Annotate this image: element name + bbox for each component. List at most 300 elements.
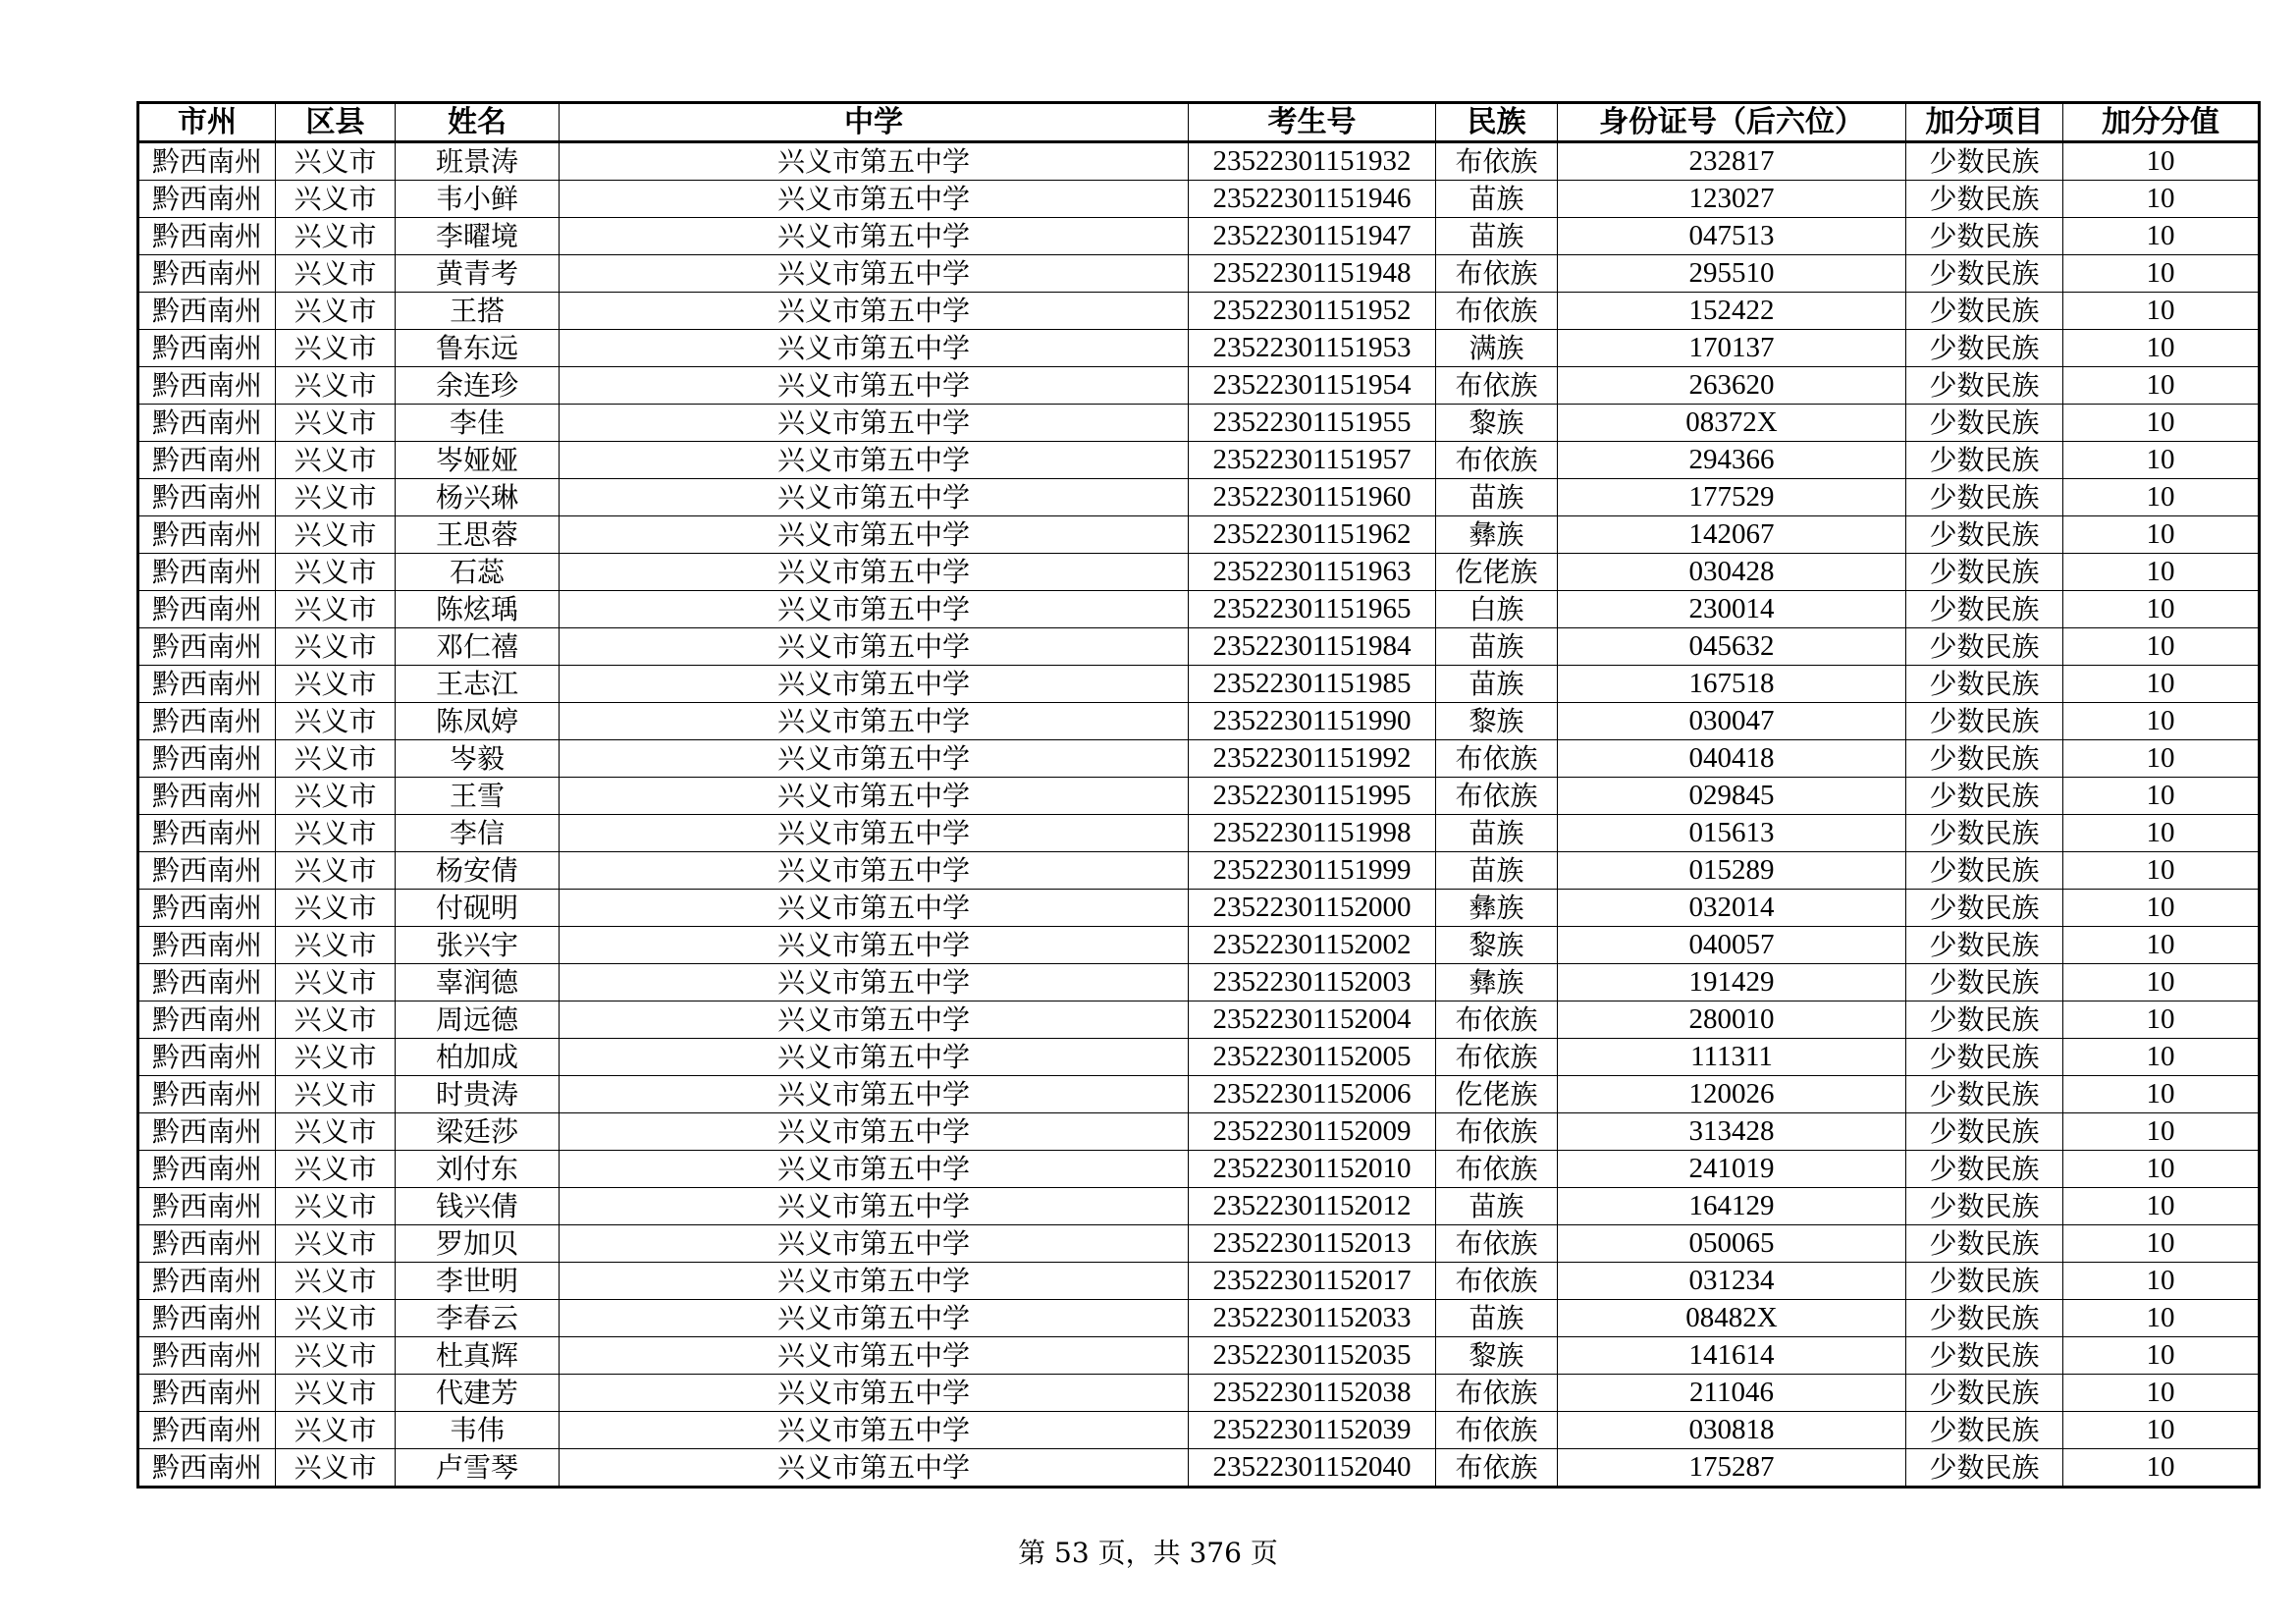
cell-bonus-item: 少数民族 [1906,1375,2063,1412]
cell-school: 兴义市第五中学 [560,293,1189,330]
cell-name: 李信 [396,815,560,852]
cell-ethnicity: 布依族 [1436,442,1558,479]
cell-county: 兴义市 [276,330,396,367]
cell-ethnicity: 黎族 [1436,703,1558,740]
cell-county: 兴义市 [276,1151,396,1188]
cell-city: 黔西南州 [138,591,276,628]
cell-ethnicity: 布依族 [1436,1039,1558,1076]
cell-county: 兴义市 [276,666,396,703]
cell-county: 兴义市 [276,778,396,815]
cell-name: 罗加贝 [396,1225,560,1263]
cell-bonus-points: 10 [2063,852,2260,890]
table-row [138,927,2260,964]
cell-bonus-item: 少数民族 [1906,1001,2063,1039]
cell-county: 兴义市 [276,1263,396,1300]
cell-bonus-points: 10 [2063,628,2260,666]
cell-bonus-points: 10 [2063,703,2260,740]
cell-county: 兴义市 [276,852,396,890]
cell-ethnicity: 布依族 [1436,1113,1558,1151]
cell-bonus-item: 少数民族 [1906,591,2063,628]
cell-school: 兴义市第五中学 [560,1225,1189,1263]
cell-county: 兴义市 [276,479,396,516]
cell-exam-number: 23522301151984 [1189,628,1436,666]
cell-exam-number: 23522301152004 [1189,1001,1436,1039]
cell-bonus-points: 10 [2063,1151,2260,1188]
cell-county: 兴义市 [276,591,396,628]
cell-county: 兴义市 [276,554,396,591]
cell-exam-number: 23522301152006 [1189,1076,1436,1113]
cell-city: 黔西南州 [138,1001,276,1039]
cell-exam-number: 23522301151955 [1189,405,1436,442]
table-row [138,666,2260,703]
cell-exam-number: 23522301151957 [1189,442,1436,479]
cell-id-last-six: 040418 [1558,740,1906,778]
cell-ethnicity: 满族 [1436,330,1558,367]
cell-bonus-points: 10 [2063,405,2260,442]
cell-bonus-points: 10 [2063,778,2260,815]
cell-exam-number: 23522301151932 [1189,142,1436,181]
cell-exam-number: 23522301152033 [1189,1300,1436,1337]
cell-bonus-points: 10 [2063,1001,2260,1039]
cell-ethnicity: 布依族 [1436,778,1558,815]
cell-id-last-six: 230014 [1558,591,1906,628]
cell-city: 黔西南州 [138,367,276,405]
cell-ethnicity: 布依族 [1436,1151,1558,1188]
cell-city: 黔西南州 [138,1039,276,1076]
table-header-row [138,103,2260,142]
cell-city: 黔西南州 [138,181,276,218]
page-number: 第 53 页，共 376 页 [1018,1537,1278,1569]
cell-name: 陈凤婷 [396,703,560,740]
cell-exam-number: 23522301151992 [1189,740,1436,778]
cell-county: 兴义市 [276,1113,396,1151]
table-row [138,703,2260,740]
cell-name: 李佳 [396,405,560,442]
cell-bonus-item: 少数民族 [1906,1337,2063,1375]
cell-county: 兴义市 [276,516,396,554]
cell-bonus-points: 10 [2063,1263,2260,1300]
cell-bonus-item: 少数民族 [1906,1449,2063,1488]
cell-bonus-item: 少数民族 [1906,516,2063,554]
table-row [138,1412,2260,1449]
cell-name: 岑娅娅 [396,442,560,479]
cell-bonus-points: 10 [2063,1039,2260,1076]
cell-exam-number: 23522301152009 [1189,1113,1436,1151]
cell-school: 兴义市第五中学 [560,255,1189,293]
cell-bonus-points: 10 [2063,554,2260,591]
cell-county: 兴义市 [276,890,396,927]
table-row [138,815,2260,852]
cell-school: 兴义市第五中学 [560,1151,1189,1188]
cell-exam-number: 23522301151985 [1189,666,1436,703]
cell-id-last-six: 030818 [1558,1412,1906,1449]
cell-name: 王雪 [396,778,560,815]
cell-bonus-item: 少数民族 [1906,554,2063,591]
cell-ethnicity: 彝族 [1436,964,1558,1001]
cell-school: 兴义市第五中学 [560,778,1189,815]
cell-id-last-six: 142067 [1558,516,1906,554]
cell-county: 兴义市 [276,367,396,405]
cell-bonus-item: 少数民族 [1906,405,2063,442]
cell-exam-number: 23522301151990 [1189,703,1436,740]
cell-ethnicity: 白族 [1436,591,1558,628]
cell-bonus-points: 10 [2063,1076,2260,1113]
cell-bonus-item: 少数民族 [1906,479,2063,516]
cell-school: 兴义市第五中学 [560,1337,1189,1375]
cell-county: 兴义市 [276,1076,396,1113]
cell-school: 兴义市第五中学 [560,479,1189,516]
header-name: 姓名 [396,103,560,142]
table-row [138,1151,2260,1188]
cell-city: 黔西南州 [138,778,276,815]
cell-name: 杜真辉 [396,1337,560,1375]
cell-id-last-six: 152422 [1558,293,1906,330]
cell-school: 兴义市第五中学 [560,442,1189,479]
cell-id-last-six: 313428 [1558,1113,1906,1151]
cell-school: 兴义市第五中学 [560,815,1189,852]
cell-id-last-six: 031234 [1558,1263,1906,1300]
cell-county: 兴义市 [276,1300,396,1337]
table-row [138,1300,2260,1337]
cell-bonus-item: 少数民族 [1906,1225,2063,1263]
cell-id-last-six: 047513 [1558,218,1906,255]
cell-ethnicity: 黎族 [1436,1337,1558,1375]
cell-city: 黔西南州 [138,1263,276,1300]
cell-bonus-points: 10 [2063,591,2260,628]
cell-name: 鲁东远 [396,330,560,367]
table-row [138,405,2260,442]
cell-bonus-item: 少数民族 [1906,442,2063,479]
cell-exam-number: 23522301152002 [1189,927,1436,964]
table-row [138,890,2260,927]
cell-city: 黔西南州 [138,1113,276,1151]
cell-school: 兴义市第五中学 [560,554,1189,591]
cell-city: 黔西南州 [138,1337,276,1375]
table-row [138,628,2260,666]
header-bonus-item: 加分项目 [1906,103,2063,142]
cell-name: 杨安倩 [396,852,560,890]
cell-county: 兴义市 [276,293,396,330]
cell-exam-number: 23522301151998 [1189,815,1436,852]
cell-school: 兴义市第五中学 [560,964,1189,1001]
cell-exam-number: 23522301151953 [1189,330,1436,367]
cell-exam-number: 23522301152039 [1189,1412,1436,1449]
cell-bonus-item: 少数民族 [1906,890,2063,927]
cell-name: 石蕊 [396,554,560,591]
cell-school: 兴义市第五中学 [560,1039,1189,1076]
cell-id-last-six: 015289 [1558,852,1906,890]
cell-name: 钱兴倩 [396,1188,560,1225]
header-school: 中学 [560,103,1189,142]
cell-school: 兴义市第五中学 [560,1412,1189,1449]
cell-ethnicity: 布依族 [1436,142,1558,181]
cell-bonus-points: 10 [2063,666,2260,703]
cell-bonus-item: 少数民族 [1906,1412,2063,1449]
cell-bonus-points: 10 [2063,218,2260,255]
cell-id-last-six: 164129 [1558,1188,1906,1225]
cell-id-last-six: 08482X [1558,1300,1906,1337]
header-id-last-six: 身份证号（后六位） [1558,103,1906,142]
cell-county: 兴义市 [276,815,396,852]
cell-name: 杨兴琳 [396,479,560,516]
cell-bonus-item: 少数民族 [1906,142,2063,181]
cell-county: 兴义市 [276,1412,396,1449]
cell-bonus-points: 10 [2063,1449,2260,1488]
cell-exam-number: 23522301151947 [1189,218,1436,255]
cell-bonus-item: 少数民族 [1906,703,2063,740]
cell-city: 黔西南州 [138,1188,276,1225]
cell-id-last-six: 030047 [1558,703,1906,740]
cell-name: 余连珍 [396,367,560,405]
cell-name: 李世明 [396,1263,560,1300]
cell-id-last-six: 175287 [1558,1449,1906,1488]
cell-bonus-points: 10 [2063,1113,2260,1151]
cell-id-last-six: 050065 [1558,1225,1906,1263]
cell-school: 兴义市第五中学 [560,181,1189,218]
cell-city: 黔西南州 [138,666,276,703]
cell-ethnicity: 苗族 [1436,628,1558,666]
cell-school: 兴义市第五中学 [560,1375,1189,1412]
cell-name: 李曜境 [396,218,560,255]
cell-city: 黔西南州 [138,964,276,1001]
cell-bonus-points: 10 [2063,1337,2260,1375]
cell-exam-number: 23522301151948 [1189,255,1436,293]
cell-exam-number: 23522301151962 [1189,516,1436,554]
cell-county: 兴义市 [276,1225,396,1263]
cell-county: 兴义市 [276,964,396,1001]
cell-name: 卢雪琴 [396,1449,560,1488]
cell-bonus-points: 10 [2063,890,2260,927]
cell-ethnicity: 布依族 [1436,1263,1558,1300]
cell-city: 黔西南州 [138,1449,276,1488]
cell-name: 班景涛 [396,142,560,181]
cell-bonus-points: 10 [2063,479,2260,516]
cell-id-last-six: 295510 [1558,255,1906,293]
cell-name: 岑毅 [396,740,560,778]
cell-school: 兴义市第五中学 [560,1113,1189,1151]
table-row [138,778,2260,815]
cell-id-last-six: 141614 [1558,1337,1906,1375]
data-table [136,101,2261,1489]
cell-bonus-points: 10 [2063,255,2260,293]
table-row [138,740,2260,778]
cell-ethnicity: 黎族 [1436,405,1558,442]
table-row [138,1337,2260,1375]
cell-bonus-points: 10 [2063,1412,2260,1449]
cell-school: 兴义市第五中学 [560,1001,1189,1039]
table-row [138,218,2260,255]
cell-name: 付砚明 [396,890,560,927]
cell-bonus-item: 少数民族 [1906,218,2063,255]
cell-bonus-item: 少数民族 [1906,815,2063,852]
table-row [138,1001,2260,1039]
table-row [138,1225,2260,1263]
cell-school: 兴义市第五中学 [560,330,1189,367]
cell-school: 兴义市第五中学 [560,1263,1189,1300]
table-row [138,479,2260,516]
cell-bonus-points: 10 [2063,964,2260,1001]
cell-ethnicity: 苗族 [1436,852,1558,890]
cell-school: 兴义市第五中学 [560,405,1189,442]
table-row [138,330,2260,367]
cell-county: 兴义市 [276,628,396,666]
cell-city: 黔西南州 [138,442,276,479]
header-city: 市州 [138,103,276,142]
cell-bonus-item: 少数民族 [1906,964,2063,1001]
cell-ethnicity: 彝族 [1436,516,1558,554]
table-row [138,367,2260,405]
cell-exam-number: 23522301152040 [1189,1449,1436,1488]
cell-exam-number: 23522301151946 [1189,181,1436,218]
cell-school: 兴义市第五中学 [560,367,1189,405]
cell-city: 黔西南州 [138,1151,276,1188]
cell-city: 黔西南州 [138,516,276,554]
cell-county: 兴义市 [276,1337,396,1375]
cell-school: 兴义市第五中学 [560,516,1189,554]
cell-ethnicity: 布依族 [1436,1225,1558,1263]
header-exam-number: 考生号 [1189,103,1436,142]
cell-name: 梁廷莎 [396,1113,560,1151]
table-row [138,255,2260,293]
cell-city: 黔西南州 [138,1076,276,1113]
cell-bonus-points: 10 [2063,740,2260,778]
cell-city: 黔西南州 [138,1375,276,1412]
cell-bonus-points: 10 [2063,1375,2260,1412]
cell-school: 兴义市第五中学 [560,142,1189,181]
cell-ethnicity: 布依族 [1436,740,1558,778]
cell-bonus-item: 少数民族 [1906,1188,2063,1225]
table-row [138,181,2260,218]
cell-bonus-item: 少数民族 [1906,293,2063,330]
cell-name: 柏加成 [396,1039,560,1076]
cell-ethnicity: 布依族 [1436,293,1558,330]
cell-bonus-item: 少数民族 [1906,330,2063,367]
cell-exam-number: 23522301152038 [1189,1375,1436,1412]
cell-id-last-six: 123027 [1558,181,1906,218]
cell-ethnicity: 苗族 [1436,815,1558,852]
cell-bonus-points: 10 [2063,516,2260,554]
cell-bonus-item: 少数民族 [1906,1263,2063,1300]
table-row [138,1039,2260,1076]
cell-ethnicity: 苗族 [1436,218,1558,255]
cell-bonus-points: 10 [2063,293,2260,330]
cell-id-last-six: 040057 [1558,927,1906,964]
cell-ethnicity: 黎族 [1436,927,1558,964]
cell-county: 兴义市 [276,1188,396,1225]
cell-county: 兴义市 [276,1001,396,1039]
cell-bonus-points: 10 [2063,142,2260,181]
cell-county: 兴义市 [276,442,396,479]
cell-county: 兴义市 [276,703,396,740]
cell-name: 黄青考 [396,255,560,293]
cell-city: 黔西南州 [138,142,276,181]
cell-bonus-points: 10 [2063,927,2260,964]
table-row [138,591,2260,628]
cell-exam-number: 23522301152010 [1189,1151,1436,1188]
cell-name: 王思蓉 [396,516,560,554]
table-row [138,1375,2260,1412]
cell-ethnicity: 布依族 [1436,1001,1558,1039]
cell-city: 黔西南州 [138,405,276,442]
cell-exam-number: 23522301151965 [1189,591,1436,628]
cell-id-last-six: 045632 [1558,628,1906,666]
cell-name: 邓仁禧 [396,628,560,666]
cell-name: 韦伟 [396,1412,560,1449]
cell-city: 黔西南州 [138,554,276,591]
cell-school: 兴义市第五中学 [560,852,1189,890]
table-row [138,442,2260,479]
cell-bonus-points: 10 [2063,442,2260,479]
cell-bonus-item: 少数民族 [1906,1076,2063,1113]
cell-id-last-six: 120026 [1558,1076,1906,1113]
cell-exam-number: 23522301152017 [1189,1263,1436,1300]
cell-bonus-item: 少数民族 [1906,1300,2063,1337]
cell-bonus-item: 少数民族 [1906,181,2063,218]
cell-name: 韦小鲜 [396,181,560,218]
cell-id-last-six: 111311 [1558,1039,1906,1076]
cell-city: 黔西南州 [138,890,276,927]
cell-exam-number: 23522301151999 [1189,852,1436,890]
cell-exam-number: 23522301151952 [1189,293,1436,330]
cell-exam-number: 23522301152003 [1189,964,1436,1001]
cell-id-last-six: 177529 [1558,479,1906,516]
cell-id-last-six: 232817 [1558,142,1906,181]
cell-bonus-points: 10 [2063,815,2260,852]
table-row [138,1076,2260,1113]
cell-bonus-item: 少数民族 [1906,1151,2063,1188]
table-row [138,1113,2260,1151]
cell-id-last-six: 280010 [1558,1001,1906,1039]
cell-name: 陈炫瑀 [396,591,560,628]
cell-school: 兴义市第五中学 [560,740,1189,778]
cell-bonus-item: 少数民族 [1906,666,2063,703]
cell-city: 黔西南州 [138,255,276,293]
cell-ethnicity: 布依族 [1436,1375,1558,1412]
cell-ethnicity: 苗族 [1436,181,1558,218]
cell-city: 黔西南州 [138,293,276,330]
cell-name: 李春云 [396,1300,560,1337]
cell-id-last-six: 08372X [1558,405,1906,442]
cell-bonus-item: 少数民族 [1906,927,2063,964]
cell-ethnicity: 苗族 [1436,666,1558,703]
cell-bonus-points: 10 [2063,181,2260,218]
cell-school: 兴义市第五中学 [560,591,1189,628]
cell-name: 辜润德 [396,964,560,1001]
cell-bonus-points: 10 [2063,1225,2260,1263]
cell-name: 代建芳 [396,1375,560,1412]
cell-bonus-points: 10 [2063,1188,2260,1225]
cell-school: 兴义市第五中学 [560,1449,1189,1488]
cell-bonus-item: 少数民族 [1906,852,2063,890]
cell-city: 黔西南州 [138,1412,276,1449]
cell-ethnicity: 布依族 [1436,367,1558,405]
cell-city: 黔西南州 [138,740,276,778]
cell-exam-number: 23522301151963 [1189,554,1436,591]
cell-id-last-six: 029845 [1558,778,1906,815]
cell-id-last-six: 211046 [1558,1375,1906,1412]
cell-exam-number: 23522301151995 [1189,778,1436,815]
cell-school: 兴义市第五中学 [560,703,1189,740]
cell-bonus-points: 10 [2063,1300,2260,1337]
cell-school: 兴义市第五中学 [560,890,1189,927]
cell-id-last-six: 263620 [1558,367,1906,405]
cell-ethnicity: 苗族 [1436,1300,1558,1337]
cell-exam-number: 23522301152005 [1189,1039,1436,1076]
cell-bonus-item: 少数民族 [1906,255,2063,293]
table-row [138,852,2260,890]
cell-county: 兴义市 [276,1375,396,1412]
cell-county: 兴义市 [276,1449,396,1488]
